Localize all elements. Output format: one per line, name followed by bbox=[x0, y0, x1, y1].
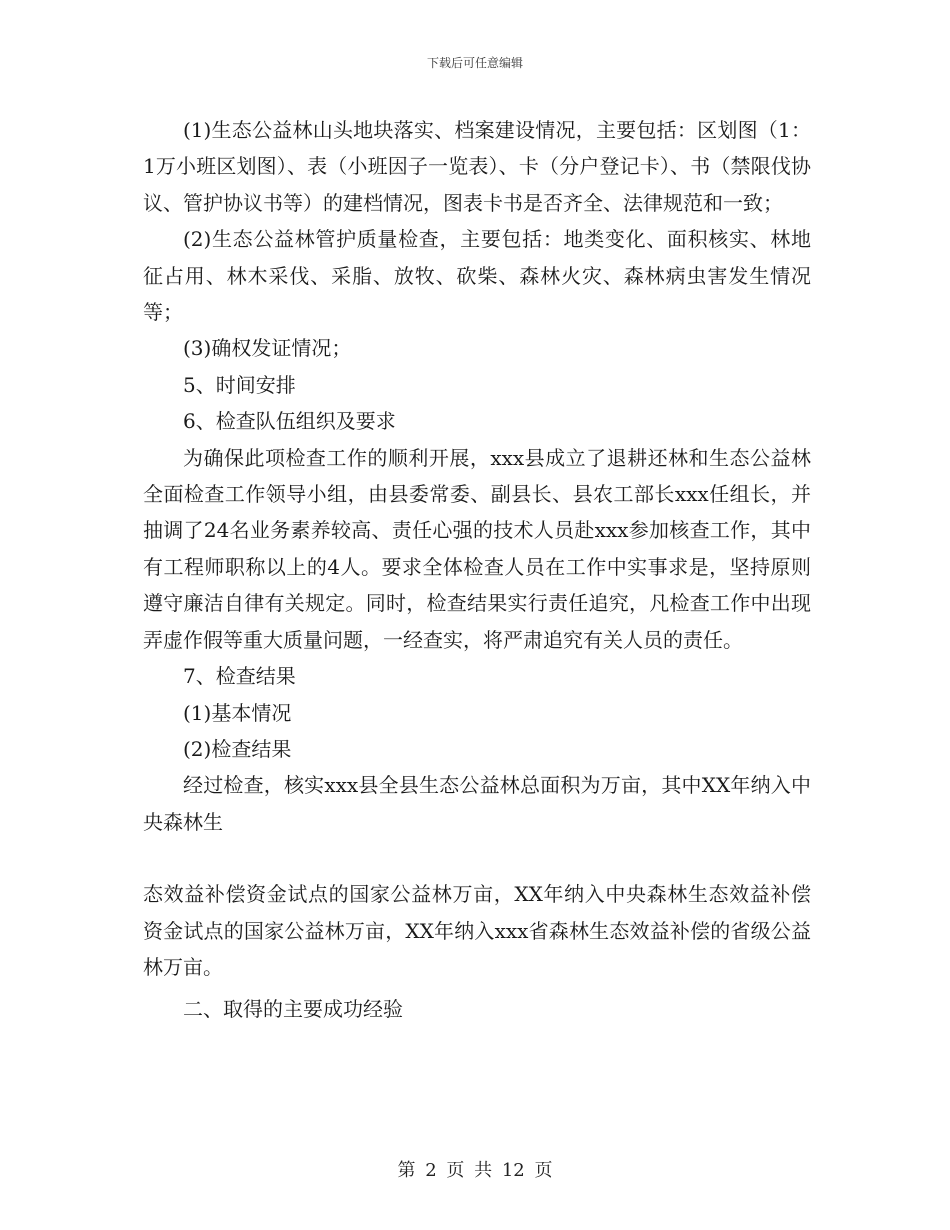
paragraph-results-continued: 态效益补偿资金试点的国家公益林万亩，XX年纳入中央森林生态效益补偿资金试点的国家公益林万亩，XX年纳入xxx省森林生态效益补偿的省级公益林万亩。 bbox=[143, 882, 811, 979]
page-header: 下载后可任意编辑 bbox=[426, 56, 523, 70]
section-heading-experience: 二、取得的主要成功经验 bbox=[183, 997, 403, 1022]
document-body bbox=[143, 112, 811, 1028]
paragraph-quality-check: (2)生态公益林管护质量检查，主要包括：地类变化、面积核实、林地征占用、林木采伐、采脂、放牧、砍柴、森林火灾、森林病虫害发生情况等； bbox=[143, 227, 811, 325]
section-heading-schedule: 5、时间安排 bbox=[183, 372, 296, 397]
paragraph-archive-check: (1)生态公益林山头地块落实、档案建设情况，主要包括：区划图（1：1万小班区划图）、表（小班因子一览表）、卡（分户登记卡）、书（禁限伐协议、管护协议书等）的建档情况，图表卡书是否齐全、法律规范和一致； bbox=[143, 118, 811, 215]
page-break-gap bbox=[143, 840, 811, 876]
section-heading-team: 6、检查队伍组织及要求 bbox=[183, 409, 396, 434]
paragraph-team-organization: 为确保此项检查工作的顺利开展，xxx县成立了退耕还林和生态公益林全面检查工作领导小组，由县委常委、副县长、县农工部长xxx任组长，并抽调了24名业务素养较高、责任心强的技术人员赴xxx参加核查工作，其中有工程师职称以上的4人。要求全体检查人员在工作中实事求是，坚持原则遵守廉洁自律有关规定。同时，检查结果实行责任追究，凡检查工作中出现弄虚作假等重大质量问题，一经查实，将严肃追究有关人员的责任。 bbox=[143, 445, 811, 652]
paragraph-results-start: 经过检查，核实xxx县全县生态公益林总面积为万亩，其中XX年纳入中央森林生 bbox=[143, 773, 811, 834]
subheading-basic-situation: (1)基本情况 bbox=[183, 700, 292, 725]
page-footer: 第 2 页 共 12 页 bbox=[397, 1160, 553, 1181]
section-heading-results: 7、检查结果 bbox=[183, 664, 296, 689]
subheading-check-results: (2)检查结果 bbox=[183, 736, 292, 761]
paragraph-certification: (3)确权发证情况； bbox=[183, 336, 352, 361]
